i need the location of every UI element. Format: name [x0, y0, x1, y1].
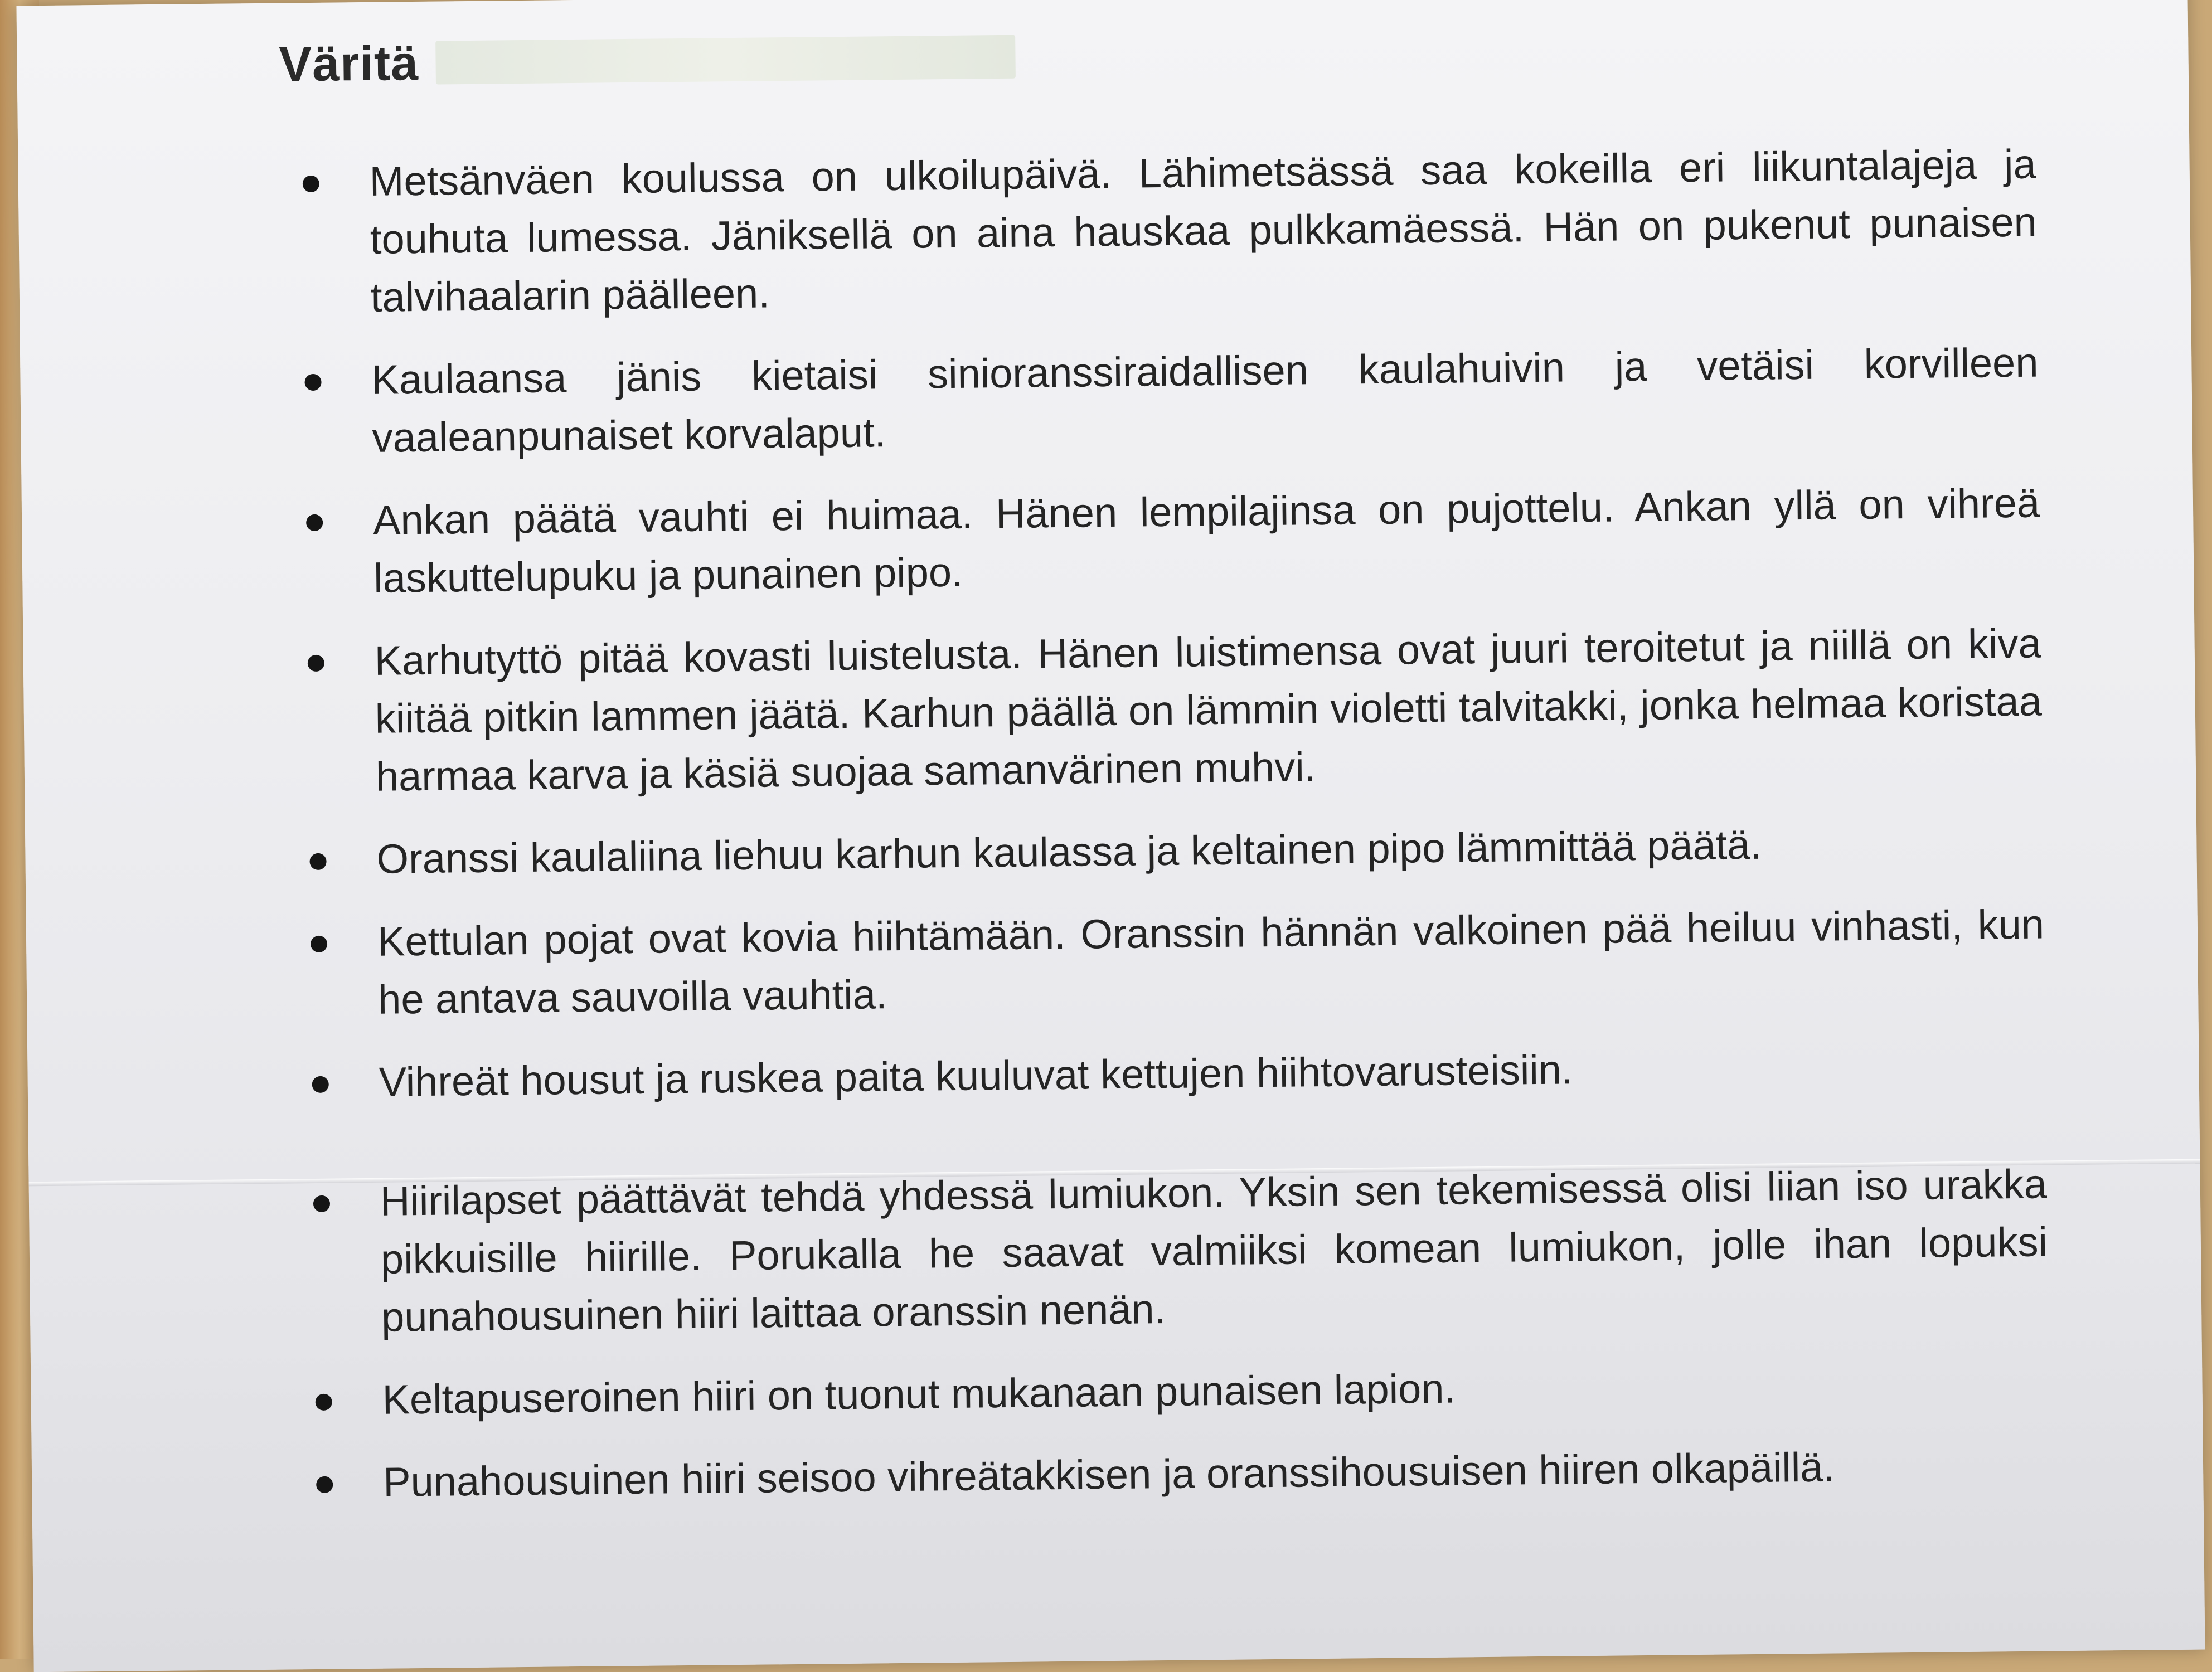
bullet-icon — [304, 374, 321, 391]
list-item — [294, 1436, 2050, 1512]
list-item-text: Metsänväen koulussa on ulkoilupäivä. Lähimetsässä saa kokeilla eri liikuntalajeja ja touhuta lumessa. Jäniksellä on aina hauskaa pulkkamäessä. Hän on pukenut punaisen talvihaalarin päälleen. — [369, 140, 2038, 320]
list-item-text: Punahousuinen hiiri seisoo vihreätakkisen ja oranssihousuisen hiiren olkapäillä. — [382, 1443, 1835, 1505]
list-item-text: Hiirilapset päättävät tehdä yhdessä lumiukon. Yksin sen tekemisessä olisi liian iso urakka pikkuisille hiirille. Porukalla he saavat valmiiksi komean lumiukon, jolle ihan lopuksi punahousuinen hiiri laittaa oranssin nenän. — [380, 1160, 2048, 1340]
redacted-name — [435, 35, 1016, 85]
list-item — [282, 334, 2039, 468]
bullet-icon — [313, 1195, 330, 1212]
bullet-icon — [303, 176, 319, 192]
list-item — [287, 813, 2044, 889]
heading — [279, 18, 1016, 104]
list-item-text: Keltapuseroinen hiiri on tuonut mukanaan punaisen lapion. — [382, 1365, 1456, 1423]
worksheet-paper — [16, 0, 2205, 1672]
page-title: Väritä — [279, 35, 419, 92]
list-item — [280, 135, 2038, 328]
instruction-list — [280, 135, 2050, 1537]
list-item-text: Vihreät housut ja ruskea paita kuuluvat kettujen hiihtovarusteisiin. — [379, 1046, 1573, 1105]
list-item-text: Kaulaansa jänis kietaisi sinioranssiraidallisen kaulahuivin ja vetäisi korvilleen vaaleanpunaiset korvalaput. — [371, 339, 2039, 461]
bullet-icon — [312, 1076, 329, 1093]
list-item — [285, 615, 2043, 807]
list-item-text: Oranssi kaulaliina liehuu karhun kaulassa ja keltainen pipo lämmittää päätä. — [376, 821, 1762, 882]
list-item-text: Kettulan pojat ovat kovia hiihtämään. Oranssin hännän valkoinen pää heiluu vinhasti, kun he antava sauvoilla vauhtia. — [377, 901, 2045, 1023]
list-item-text: Ankan päätä vauhti ei huimaa. Hänen lempilajinsa on pujottelu. Ankan yllä on vihreä laskuttelupuku ja punainen pipo. — [372, 479, 2040, 601]
list-item — [290, 1155, 2048, 1347]
bullet-icon — [311, 936, 327, 952]
bullet-icon — [316, 1394, 332, 1411]
list-item — [288, 895, 2045, 1029]
list-item — [293, 1353, 2049, 1430]
bullet-icon — [308, 655, 324, 672]
bullet-icon — [316, 1476, 333, 1493]
bullet-icon — [306, 514, 323, 531]
list-item — [289, 1036, 2046, 1112]
bullet-icon — [309, 853, 326, 870]
list-item-text: Karhutyttö pitää kovasti luistelusta. Hänen luistimensa ovat juuri teroitetut ja niillä on kiva kiitää pitkin lammen jäätä. Karhun päällä on lämmin violetti talvitakki, jonka helmaa koristaa harmaa karva ja käsiä suojaa samanvärinen muhvi. — [374, 620, 2043, 800]
list-item — [284, 474, 2041, 609]
